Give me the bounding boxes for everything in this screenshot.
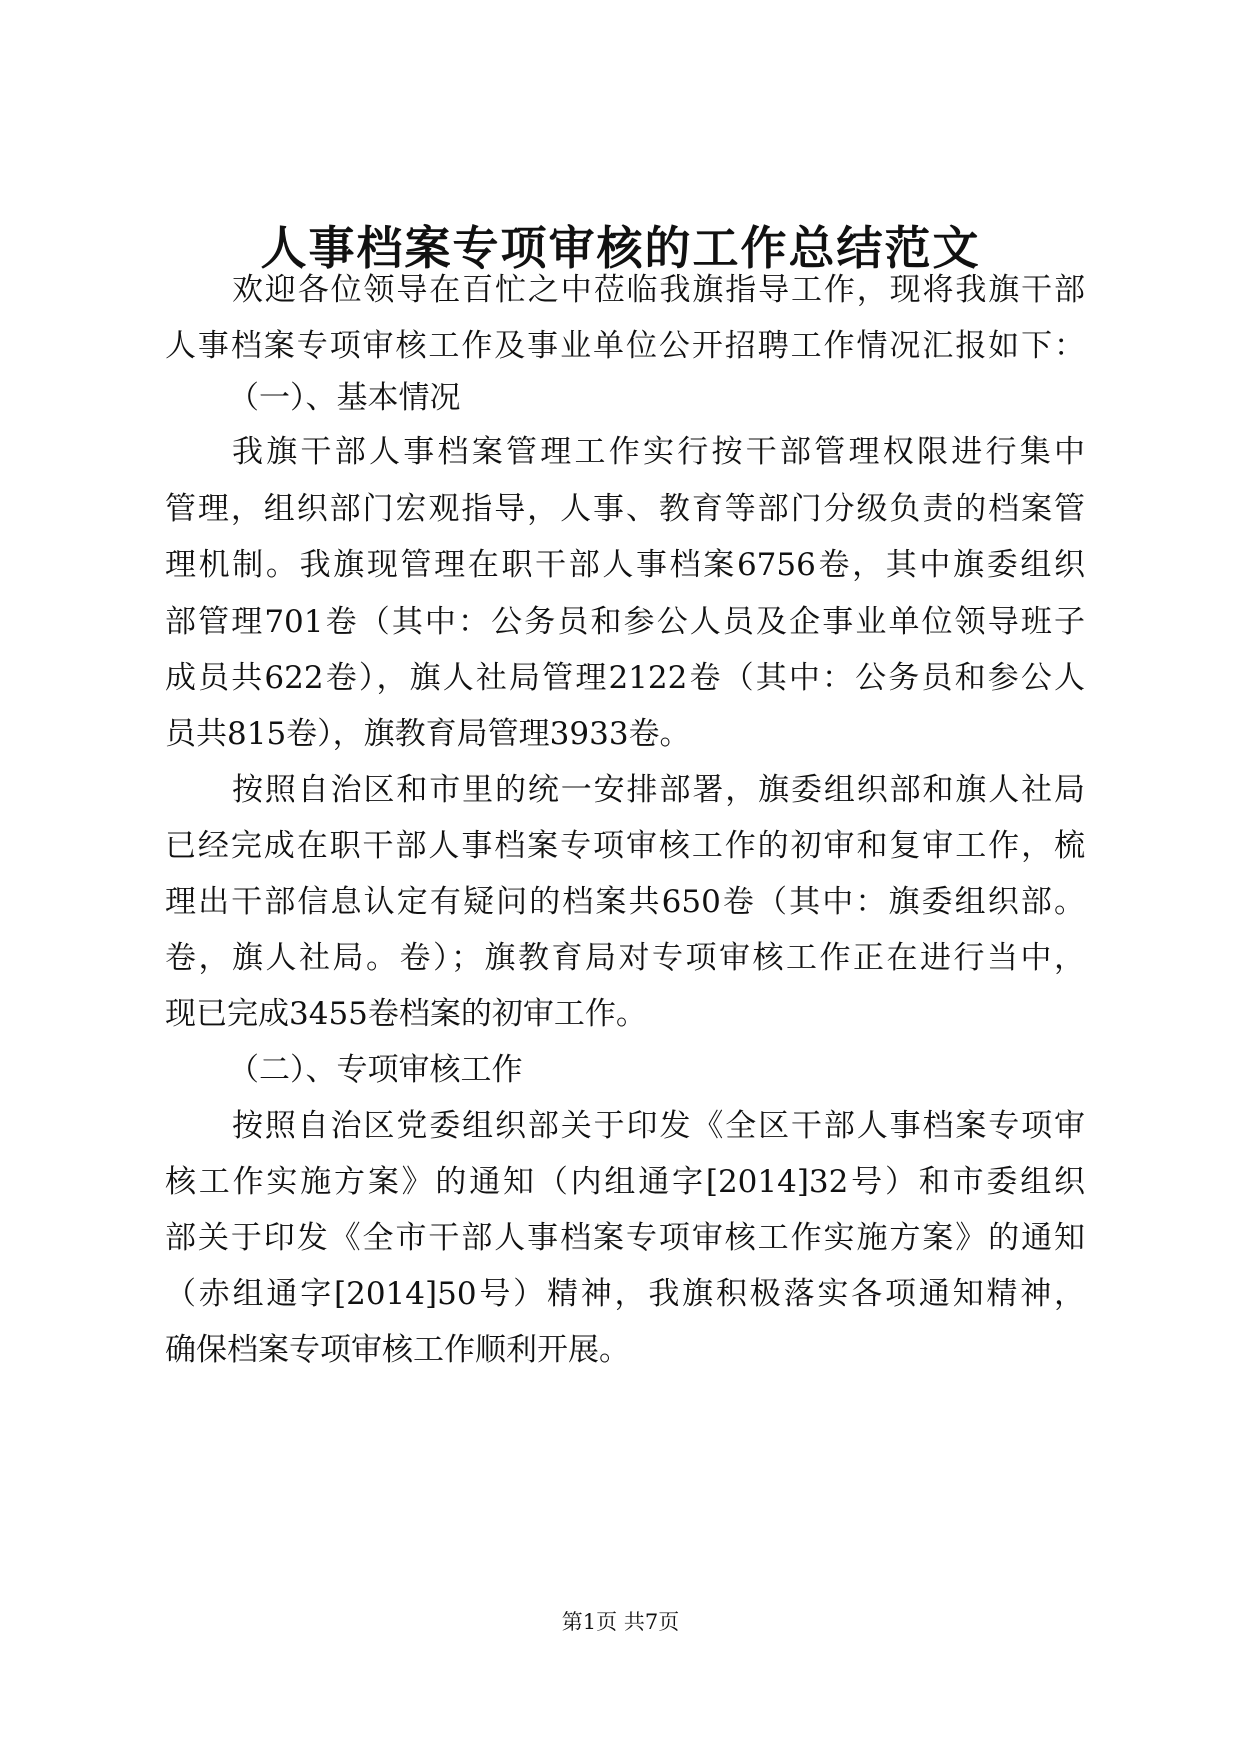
- paragraph-line: 按照自治区和市里的统一安排部署，旗委组织部和旗人社局: [232, 772, 1085, 808]
- section-heading: （二）、专项审核工作: [228, 1052, 523, 1088]
- paragraph-line: 按照自治区党委组织部关于印发《全区干部人事档案专项审: [232, 1108, 1085, 1144]
- paragraph-line: 成员共622卷），旗人社局管理2122卷（其中：公务员和参公人: [165, 660, 1085, 696]
- paragraph-line: 理出干部信息认定有疑问的档案共650卷（其中：旗委组织部。: [165, 884, 1085, 920]
- page-number: 第1页 共7页: [561, 1610, 680, 1634]
- paragraph-line: 核工作实施方案》的通知（内组通字[2014]32号）和市委组织: [165, 1164, 1085, 1200]
- paragraph-line: 理机制。我旗现管理在职干部人事档案6756卷，其中旗委组织: [165, 547, 1085, 583]
- paragraph-line: 欢迎各位领导在百忙之中莅临我旗指导工作，现将我旗干部: [232, 272, 1085, 308]
- paragraph-line: 部关于印发《全市干部人事档案专项审核工作实施方案》的通知: [165, 1220, 1085, 1256]
- section-heading: （一）、基本情况: [228, 380, 461, 416]
- paragraph-line: 确保档案专项审核工作顺利开展。: [165, 1332, 630, 1368]
- paragraph-line: 我旗干部人事档案管理工作实行按干部管理权限进行集中: [232, 434, 1085, 470]
- paragraph-line: 现已完成3455卷档案的初审工作。: [165, 996, 647, 1032]
- paragraph-line: 卷，旗人社局。卷）；旗教育局对专项审核工作正在进行当中，: [165, 940, 1085, 976]
- paragraph-line: 管理，组织部门宏观指导，人事、教育等部门分级负责的档案管: [165, 491, 1085, 527]
- paragraph-line: 已经完成在职干部人事档案专项审核工作的初审和复审工作，梳: [165, 828, 1085, 864]
- paragraph-line: 人事档案专项审核工作及事业单位公开招聘工作情况汇报如下：: [165, 328, 1085, 364]
- paragraph-line: 部管理701卷（其中：公务员和参公人员及企事业单位领导班子: [165, 604, 1085, 640]
- document-title: 人事档案专项审核的工作总结范文: [260, 221, 981, 275]
- paragraph-line: （赤组通字[2014]50号）精神，我旗积极落实各项通知精神，: [165, 1276, 1085, 1312]
- paragraph-line: 员共815卷），旗教育局管理3933卷。: [165, 716, 691, 752]
